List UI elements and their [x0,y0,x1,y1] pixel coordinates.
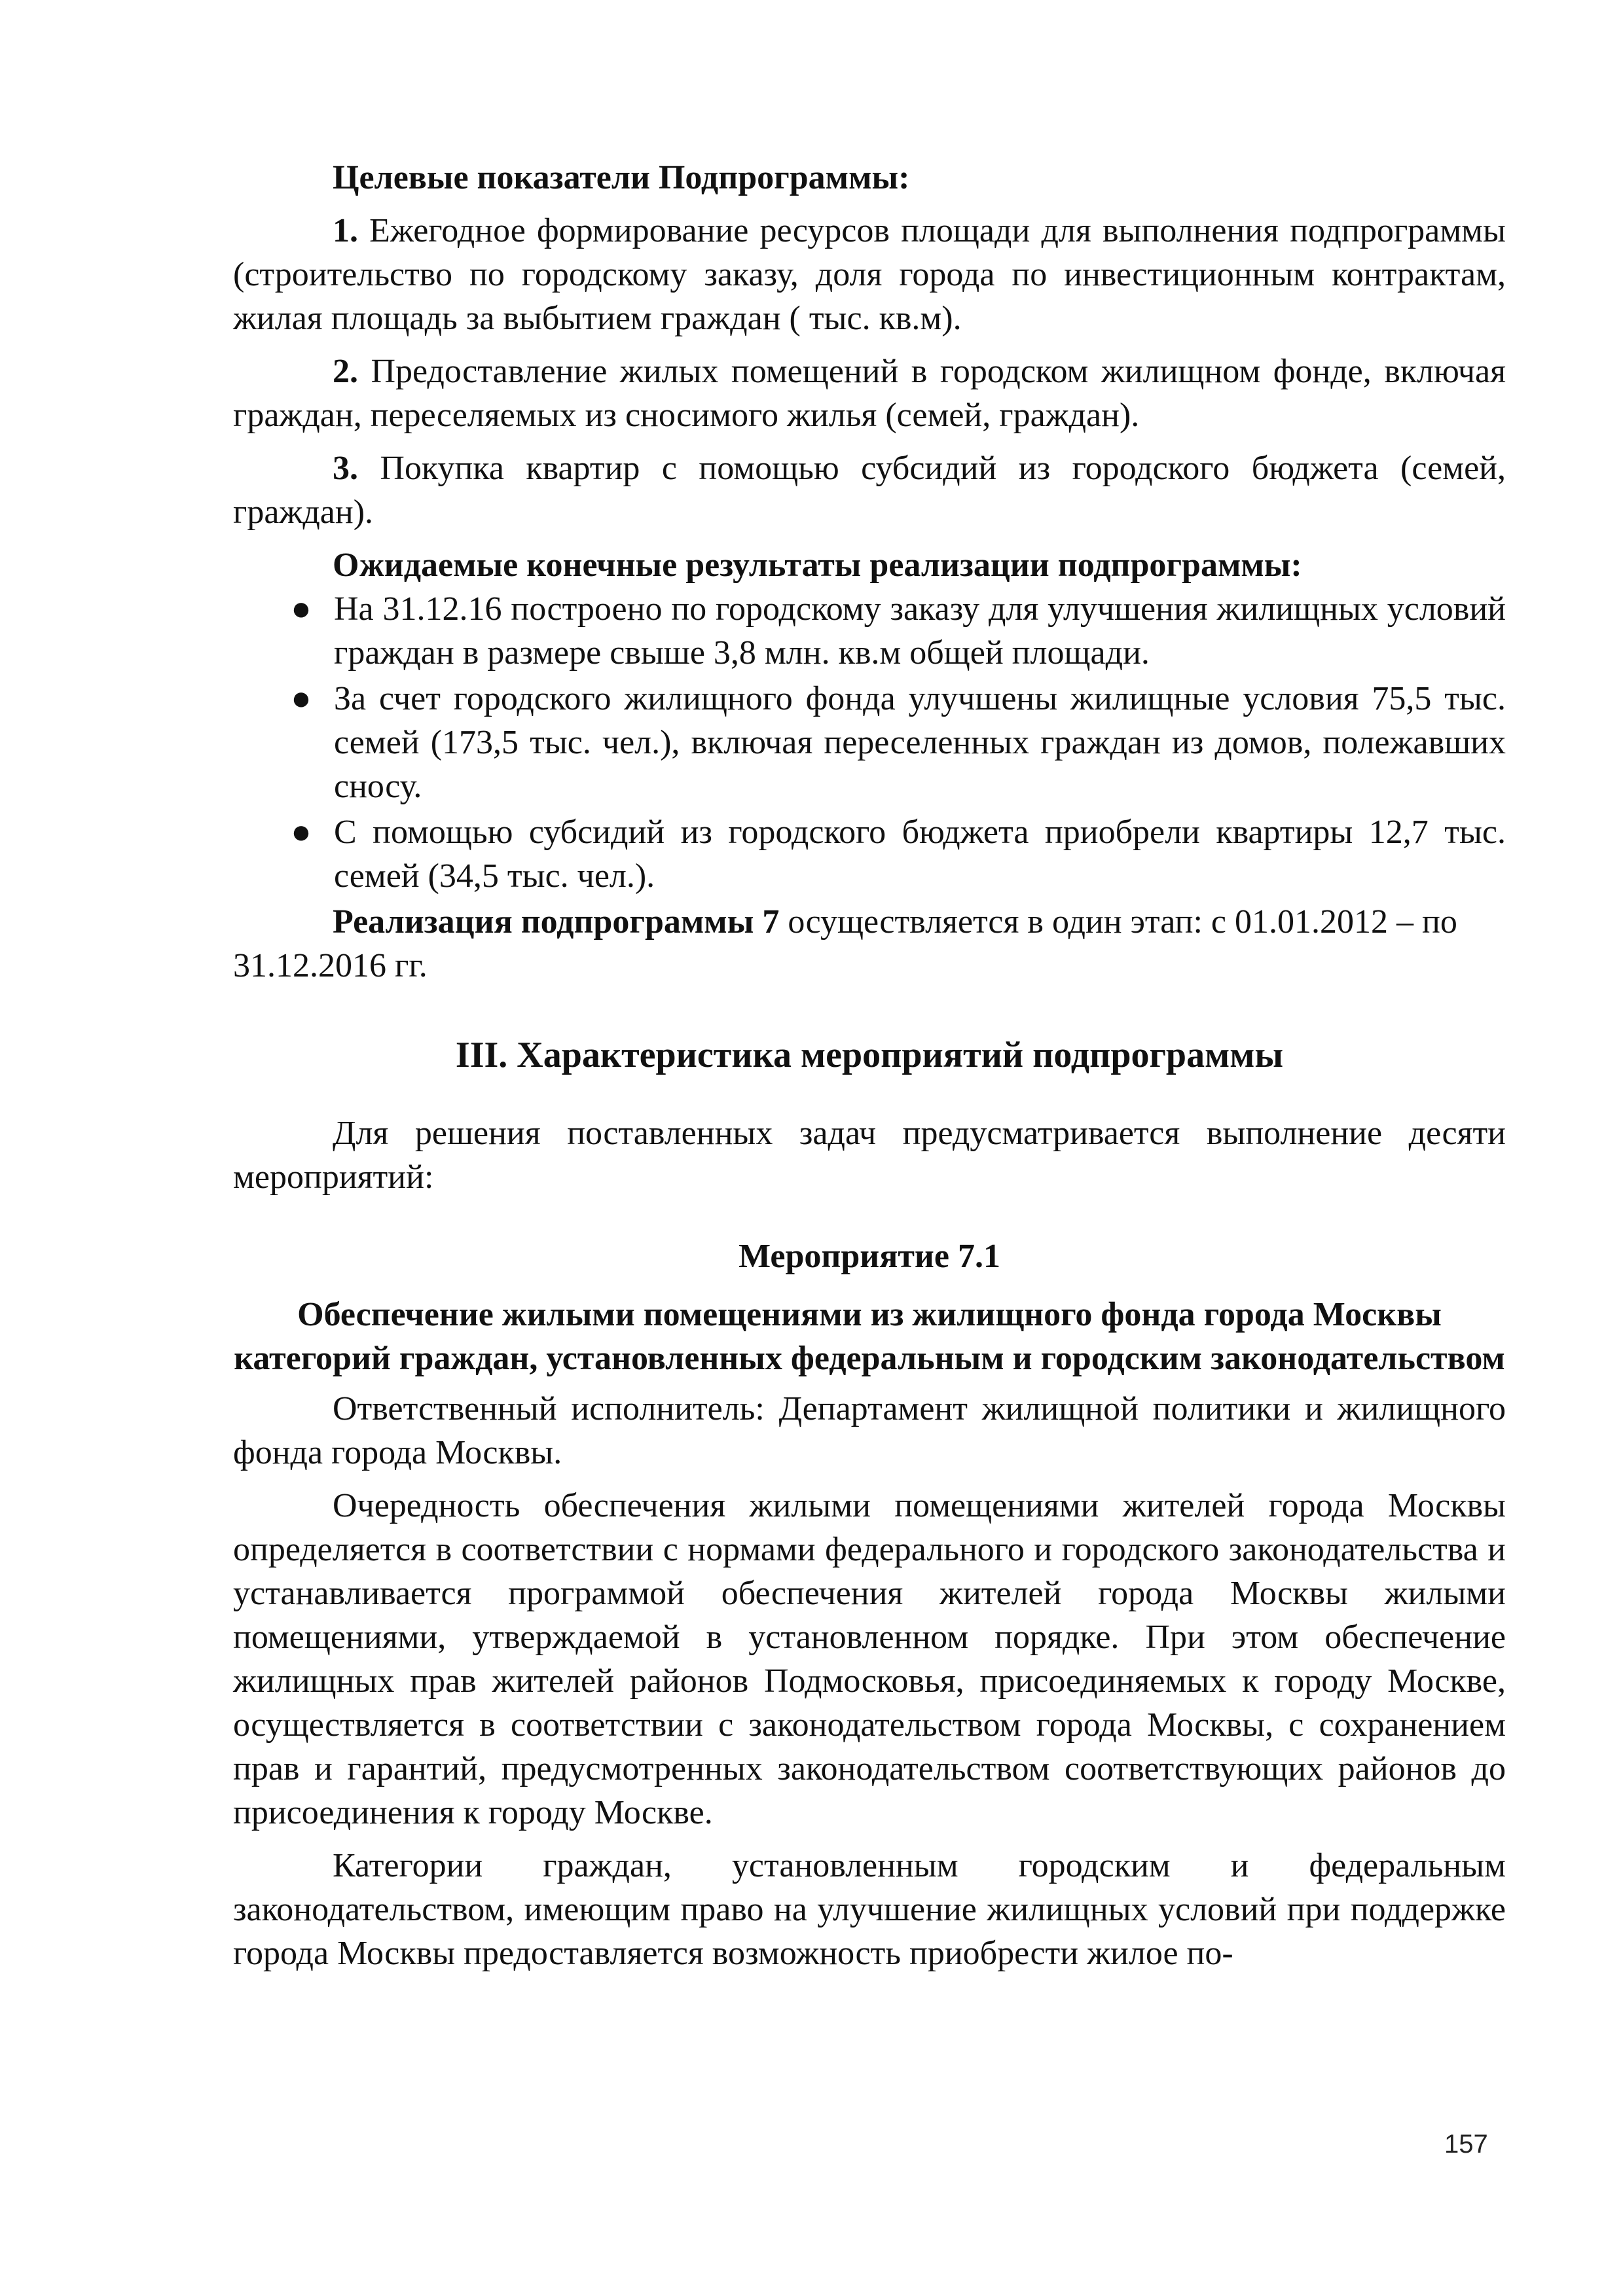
list-item [233,677,1506,808]
page-number: 157 [1444,2130,1488,2159]
event-name: Обеспечение жилыми помещениями из жилищного фонда города Москвы категорий граждан, установленных федеральным и городским законодательством [234,1296,1505,1377]
bullet-icon: ● [291,814,312,851]
target-item-number: 3. [333,450,358,487]
target-item-text: Покупка квартир с помощью субсидий из городского бюджета (семей, граждан). [233,450,1506,531]
targets-heading: Целевые показатели Подпрограммы: [333,159,910,196]
body-paragraph: Категории граждан, установленным городским и федеральным законодательством, имеющим право на улучшение жилищных условий при поддержке города Москвы предоставляется возможность приобрести жилое по- [233,1847,1506,1972]
target-item-text: Предоставление жилых помещений в городском жилищном фонде, включая граждан, переселяемых из сносимого жилья (семей, граждан). [233,353,1506,434]
results-heading: Ожидаемые конечные результаты реализации подпрограммы: [333,547,1302,584]
body-paragraph: Очередность обеспечения жилыми помещениями жителей города Москвы определяется в соответствии с нормами федерального и городского законодательства и устанавливается программой обеспечения жителей города Москвы жилыми помещениями, утверждаемой в установленном порядке. При этом обеспечение жилищных прав жителей районов Подмосковья, присоединяемых к городу Москве, осуществляется в соответствии с законодательством города Москвы, с сохранением прав и гарантий, предусмотренных законодательством соответствующих районов до присоединения к городу Москве. [233,1487,1506,1831]
document-page [233,156,1506,1975]
list-item-text: За счет городского жилищного фонда улучшены жилищные условия 75,5 тыс. семей (173,5 тыс. чел.), включая переселенных граждан из домов, полежавших сносу. [334,680,1506,805]
list-item [233,810,1506,898]
target-item-text: Ежегодное формирование ресурсов площади для выполнения подпрограммы (строительство по городскому заказу, доля города по инвестиционным контрактам, жилая площадь за выбытием граждан ( тыс. кв.м). [233,212,1506,337]
responsible-paragraph: Ответственный исполнитель: Департамент жилищной политики и жилищного фонда города Москвы. [233,1390,1506,1471]
list-item [233,587,1506,675]
bullet-icon: ● [291,680,312,717]
target-item-2 [233,350,1506,437]
event-title: Мероприятие 7.1 [739,1238,1000,1275]
target-item-number: 1. [333,212,358,249]
section-intro: Для решения поставленных задач предусматривается выполнение десяти мероприятий: [233,1115,1506,1196]
section-title: III. Характеристика мероприятий подпрограммы [455,1035,1284,1075]
target-item-1 [233,209,1506,340]
target-item-3 [233,446,1506,534]
list-item-text: На 31.12.16 построено по городскому заказу для улучшения жилищных условий граждан в размере свыше 3,8 млн. кв.м общей площади. [334,590,1506,672]
bullet-icon: ● [291,590,312,628]
implementation-paragraph [233,900,1506,988]
implementation-text: осуществляется в один этап: с 01.01.2012 – по 31.12.2016 гг. [233,903,1457,984]
implementation-bold: Реализация подпрограммы 7 [333,903,780,941]
target-item-number: 2. [333,353,358,390]
list-item-text: С помощью субсидий из городского бюджета приобрели квартиры 12,7 тыс. семей (34,5 тыс. чел.). [334,814,1506,895]
results-list [233,587,1506,898]
